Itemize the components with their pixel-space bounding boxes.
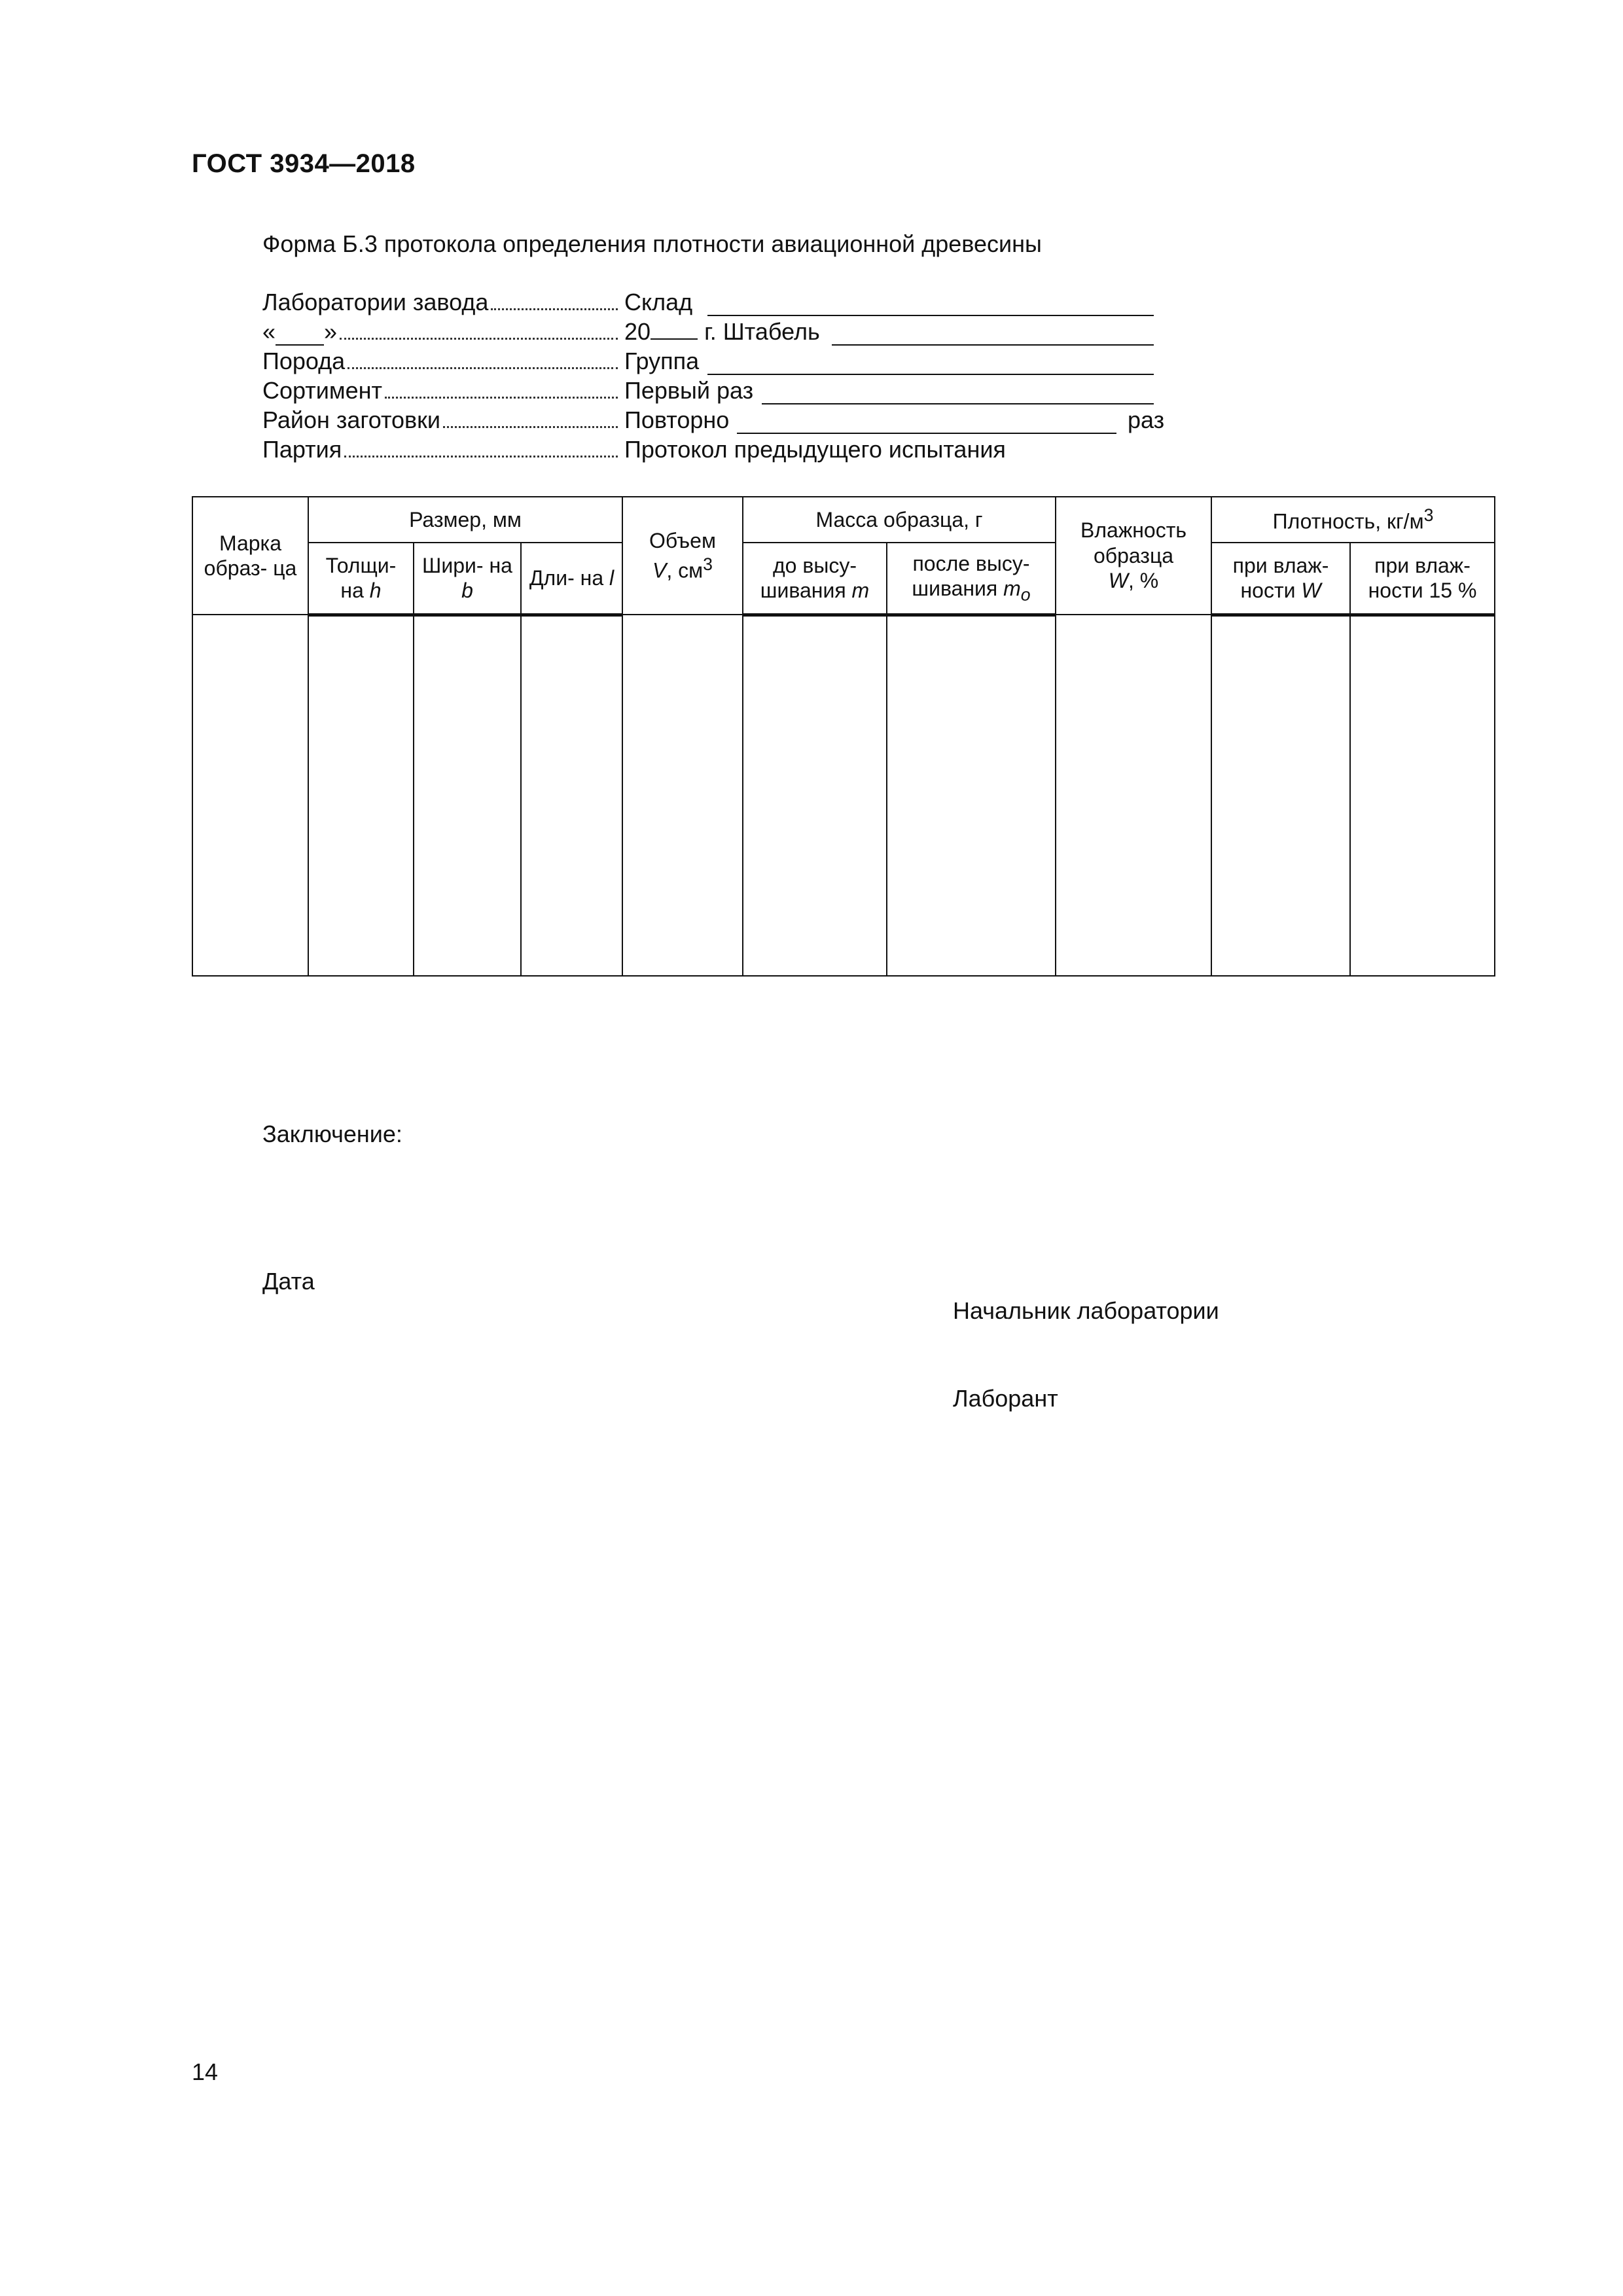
dot-leader bbox=[348, 367, 618, 369]
warehouse-blank bbox=[707, 315, 1154, 316]
repeat-blank bbox=[737, 433, 1116, 434]
batch-label: Партия bbox=[262, 436, 342, 463]
col-header-thickness: Толщи- на h bbox=[308, 543, 414, 615]
table-cell bbox=[1211, 615, 1350, 976]
year-prefix: 20 bbox=[624, 318, 651, 345]
col-header-volume: Объем V, $см^3$ bbox=[622, 497, 743, 615]
table-cell bbox=[1350, 615, 1495, 976]
conclusion-label: Заключение: bbox=[262, 1121, 402, 1147]
field-row-batch bbox=[262, 436, 1179, 465]
col-group-size: Размер, мм bbox=[308, 497, 622, 543]
col-header-moisture: Влажность образца W, % bbox=[1056, 497, 1211, 615]
page-number: 14 bbox=[192, 2058, 219, 2085]
col-header-mark: Марка образ- ца bbox=[192, 497, 308, 615]
warehouse-label: Склад bbox=[624, 289, 693, 315]
form-title: Форма Б.3 протокола определения плотности авиационной древесины bbox=[262, 230, 1042, 257]
table-cell bbox=[1056, 615, 1211, 976]
table-cell bbox=[308, 615, 414, 976]
stack-blank bbox=[832, 344, 1154, 346]
table-header-row-2 bbox=[192, 543, 1495, 615]
table-cell bbox=[743, 615, 887, 976]
col-header-density-w: при влаж- ности W bbox=[1211, 543, 1350, 615]
times-label: раз bbox=[1128, 406, 1165, 433]
col-group-density: Плотность, $кг/м^3$ bbox=[1211, 497, 1495, 543]
field-row-lab bbox=[262, 289, 1179, 318]
col-header-mass-after: после высу- шивания $m_o$ bbox=[887, 543, 1056, 615]
table-cell bbox=[414, 615, 521, 976]
dot-leader bbox=[443, 426, 618, 428]
table-cell bbox=[192, 615, 308, 976]
day-blank bbox=[276, 326, 324, 346]
col-header-mass-before: до высу- шивания m bbox=[743, 543, 887, 615]
table-header-row-1 bbox=[192, 497, 1495, 543]
field-row-region bbox=[262, 406, 1179, 436]
species-label: Порода bbox=[262, 348, 346, 374]
document-code: ГОСТ 3934—2018 bbox=[192, 149, 416, 178]
repeat-label: Повторно bbox=[624, 406, 730, 433]
dot-leader bbox=[340, 338, 618, 340]
field-row-date bbox=[262, 318, 1179, 348]
table-row bbox=[192, 615, 1495, 976]
table-cell bbox=[622, 615, 743, 976]
date-close-quote: » bbox=[324, 318, 338, 345]
date-open-quote: « bbox=[262, 318, 276, 345]
dot-leader bbox=[344, 456, 618, 457]
region-label: Район заготовки bbox=[262, 406, 441, 433]
col-group-mass: Масса образца, г bbox=[743, 497, 1056, 543]
col-header-density-15: при влаж- ности 15 % bbox=[1350, 543, 1495, 615]
dot-leader bbox=[491, 308, 618, 310]
group-label: Группа bbox=[624, 348, 700, 374]
field-row-grade bbox=[262, 377, 1179, 406]
protocol-fields bbox=[262, 289, 1179, 465]
lab-chief-label: Начальник лаборатории bbox=[953, 1297, 1219, 1324]
date-label: Дата bbox=[262, 1268, 315, 1295]
dot-leader bbox=[385, 397, 618, 399]
first-time-label: Первый раз bbox=[624, 377, 754, 404]
table-cell bbox=[887, 615, 1056, 976]
prev-protocol-label: Протокол предыдущего испытания bbox=[624, 436, 1006, 463]
col-header-width: Шири- на b bbox=[414, 543, 521, 615]
table-cell bbox=[521, 615, 622, 976]
lab-label: Лаборатории завода bbox=[262, 289, 489, 315]
density-table bbox=[192, 496, 1495, 977]
col-header-length: Дли- на l bbox=[521, 543, 622, 615]
first-time-blank bbox=[762, 403, 1154, 404]
field-row-species bbox=[262, 348, 1179, 377]
group-blank bbox=[707, 374, 1154, 375]
grade-label: Сортимент bbox=[262, 377, 382, 404]
lab-assistant-label: Лаборант bbox=[953, 1385, 1058, 1412]
stack-label: г. Штабель bbox=[704, 318, 820, 345]
year-blank bbox=[651, 320, 698, 340]
